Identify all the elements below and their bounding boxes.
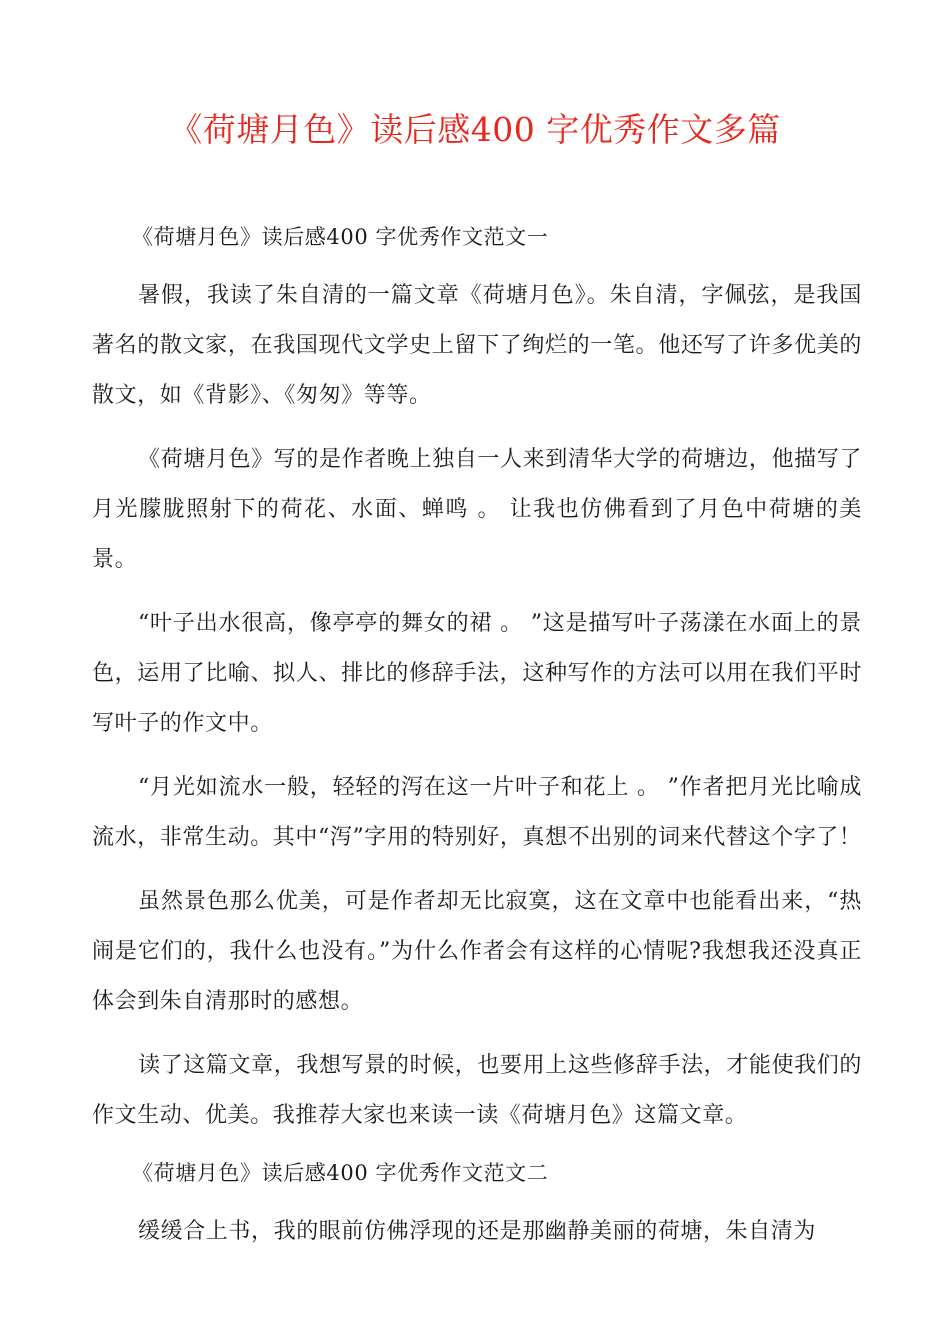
body-paragraph: “叶子出水很高，像亭亭的舞女的裙 。 ”这是描写叶子荡漾在水面上的景色，运用了比喻、拟人、排比的修辞手法，这种写作的方法可以用在我们平时写叶子的作文中。	[92, 611, 862, 736]
body-paragraph: 读了这篇文章，我想写景的时候，也要用上这些修辞手法，才能使我们的作文生动、优美。我推荐大家也来读一读《荷塘月色》这篇文章。	[92, 1053, 862, 1128]
body-paragraph: 《荷塘月色》写的是作者晚上独自一人来到清华大学的荷塘边，他描写了月光朦胧照射下的荷花、水面、蝉鸣 。 让我也仿佛看到了月色中荷塘的美景。	[92, 447, 862, 572]
body-paragraph: 暑假，我读了朱自清的一篇文章《荷塘月色》。朱自清，字佩弦，是我国著名的散文家，在我国现代文学史上留下了绚烂的一笔。他还写了许多优美的散文，如《背影》、《匆匆》等等。	[92, 283, 862, 408]
body-paragraph: 缓缓合上书，我的眼前仿佛浮现的还是那幽静美丽的荷塘，朱自清为	[138, 1219, 817, 1244]
document-title: 《荷塘月色》读后感400 字优秀作文多篇	[169, 110, 781, 149]
body-paragraph: “月光如流水一般，轻轻的泻在这一片叶子和花上 。 ”作者把月光比喻成流水，非常生动。其中“泻”字用的特别好，真想不出别的词来代替这个字了！	[92, 775, 862, 850]
section-heading-essay-two: 《荷塘月色》读后感400 字优秀作文范文二	[132, 1161, 549, 1185]
document-body	[92, 219, 862, 1271]
section-heading-essay-one: 《荷塘月色》读后感400 字优秀作文范文一	[132, 225, 549, 249]
body-paragraph: 虽然景色那么优美，可是作者却无比寂寞，这在文章中也能看出来，“热闹是它们的，我什么也没有。”为什么作者会有这样的心情呢?我想我还没真正体会到朱自清那时的感想。	[92, 889, 862, 1014]
